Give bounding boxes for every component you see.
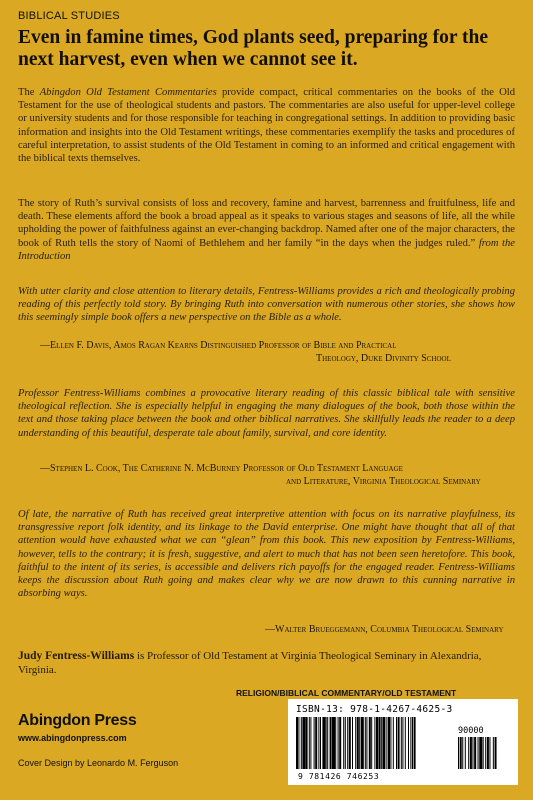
barcode-bar — [314, 717, 315, 769]
barcode-bar — [412, 717, 413, 769]
excerpt-text: The story of Ruth’s survival consists of loss and recovery, famine and harvest, barrenness and fruitfulness, life and death. These elements afford the book a broad appeal as it speaks to various stages and seasons of life, all the while upholding the power of faithfulness against an ever-changing backdrop. Named after one of the major characters, the book of Ruth tells the story of Naomi of Bethlehem and her family “in the days when the judges ruled.” — [18, 198, 515, 249]
addon-bar — [487, 737, 489, 769]
endorsement-attribution: Theology, Duke Divinity School — [316, 353, 451, 364]
price-code: 90000 — [458, 726, 484, 736]
addon-bar — [468, 737, 469, 769]
barcode-bar — [352, 717, 353, 769]
barcode-bar — [309, 717, 310, 769]
barcode-bar — [386, 717, 387, 769]
excerpt-paragraph — [18, 197, 515, 263]
barcode-bar — [357, 717, 359, 769]
barcode-bar — [332, 717, 335, 769]
addon-bar — [485, 737, 486, 769]
cover-design-credit: Cover Design by Leonardo M. Ferguson — [18, 758, 179, 768]
isbn-text: ISBN-13: 978-1-4267-4625-3 — [296, 704, 453, 715]
barcode — [288, 699, 518, 785]
endorsement-attribution: —Walter Brueggemann, Columbia Theological Seminary — [265, 624, 504, 635]
series-intro-pre: The — [18, 87, 40, 98]
addon-bar — [478, 737, 479, 769]
barcode-bar — [310, 717, 311, 769]
barcode-bar — [378, 717, 380, 769]
barcode-bar — [371, 717, 372, 769]
barcode-bar — [414, 717, 416, 769]
endorsement-attribution: —Ellen F. Davis, Amos Ragan Kearns Distinguished Professor of Bible and Practical — [40, 340, 397, 351]
excerpt-source: from the Introduction — [18, 237, 516, 262]
barcode-bar — [330, 717, 332, 769]
barcode-bar — [369, 717, 371, 769]
barcode-bar — [366, 717, 367, 769]
barcode-bar — [388, 717, 390, 769]
series-intro-post: provide compact, critical commentaries on the books of the Old Testament for the use of theological students and pastors. The commentaries are also useful for upper-level college or university students and for those responsible for teaching in congregational settings. In addition to providing basic information and insights into the Old Testament writings, these commentaries exemplify the tasks and procedures of careful interpretation, to assist students of the Old Testament in coming to an informed and critical engagement with the biblical texts themselves. — [18, 87, 515, 165]
barcode-bar — [327, 717, 328, 769]
publisher-url: www.abingdonpress.com — [18, 733, 127, 743]
barcode-bar — [396, 717, 397, 769]
barcode-bar — [322, 717, 325, 769]
addon-bar — [495, 737, 497, 769]
barcode-bar — [398, 717, 400, 769]
addon-bar — [458, 737, 459, 769]
barcode-bar — [306, 717, 308, 769]
barcode-bar — [318, 717, 319, 769]
barcode-bar — [393, 717, 394, 769]
barcode-bar — [410, 717, 411, 769]
ean-digits: 9 781426 746253 — [298, 772, 380, 781]
barcode-bar — [302, 717, 305, 769]
barcode-bar — [359, 717, 360, 769]
barcode-bar — [343, 717, 344, 769]
barcode-bars — [294, 717, 512, 773]
barcode-bar — [335, 717, 336, 769]
addon-bar — [474, 737, 476, 769]
barcode-bar — [365, 717, 366, 769]
barcode-bar — [349, 717, 351, 769]
endorsement-quote: With utter clarity and close attention to literary details, Fentress-Williams provides a rich and theologically probing reading of this perfectly told story. By bringing Ruth into conversation with numerous other stories, she shows how this seemingly simple book offers a new perspective on the Bible as a whole. — [18, 286, 515, 324]
barcode-bar — [390, 717, 391, 769]
endorsement-attribution: and Literature, Virginia Theological Seminary — [286, 476, 481, 487]
barcode-bar — [382, 717, 385, 769]
publisher-logo: Abingdon Press — [18, 712, 137, 729]
barcode-bar — [296, 717, 298, 769]
addon-bar — [460, 737, 462, 769]
endorsement-quote: Professor Fentress-Williams combines a provocative literary reading of this classic biblical tale with sensitive theological reflection. She is especially helpful in engaging the many dialogues of the book, both those within the text and those taking place between the book and other biblical narratives. She skillfully leads the reader to a deep understanding of this beautiful, desperate tale about family, survival, and core identity. — [18, 388, 515, 439]
addon-bar — [483, 737, 484, 769]
addon-bar — [479, 737, 482, 769]
addon-bar — [470, 737, 472, 769]
barcode-bar — [405, 717, 406, 769]
author-bio-text: is Professor of Old Testament at Virginia Theological Seminary in Alexandria, Virginia. — [18, 650, 482, 676]
barcode-bar — [374, 717, 375, 769]
addon-bar — [462, 737, 463, 769]
barcode-bar — [315, 717, 317, 769]
barcode-bar — [347, 717, 348, 769]
barcode-bar — [408, 717, 409, 769]
barcode-bar — [401, 717, 402, 769]
addon-bar — [493, 737, 494, 769]
barcode-bar — [345, 717, 346, 769]
barcode-bar — [320, 717, 321, 769]
addon-bar — [465, 737, 466, 769]
subject-classification: RELIGION/BIBLICAL COMMENTARY/OLD TESTAMENT — [236, 688, 457, 698]
addon-bar — [472, 737, 473, 769]
author-bio — [18, 649, 515, 677]
barcode-bar — [381, 717, 382, 769]
barcode-bar — [339, 717, 341, 769]
addon-bar — [489, 737, 490, 769]
endorsement-attribution: —Stephen L. Cook, The Catherine N. McBurney Professor of Old Testament Language — [40, 463, 403, 474]
category-label: BIBLICAL STUDIES — [18, 10, 120, 22]
barcode-bar — [402, 717, 403, 769]
barcode-bar — [326, 717, 327, 769]
barcode-bar — [298, 717, 299, 769]
author-name: Judy Fentress-Williams — [18, 650, 135, 662]
series-intro-paragraph — [18, 86, 515, 165]
barcode-bar — [361, 717, 364, 769]
headline: Even in famine times, God plants seed, preparing for the next harvest, even when we cannot see it. — [18, 27, 488, 70]
series-title: Abingdon Old Testament Commentaries — [39, 87, 217, 98]
barcode-bar — [301, 717, 302, 769]
barcode-bar — [355, 717, 356, 769]
endorsement-quote: Of late, the narrative of Ruth has received great interpretive attention with focus on its narrative playfulness, its transgressive report folk identity, and its linkage to the David enterprise. One might have thought that all of that attention would have exhausted what we can “glean” from this book. This new exposition by Fentress-Williams, however, tells to the contrary; it is fresh, suggestive, and alert to much that has not been seen heretofore. This book, faithful to the intent of its series, is accessible and delivers rich payoffs for the engaged reader. Fentress-Williams keeps the discussion about Ruth going and makes clear why we are now drawn to this cunning narrative in absorbing ways. — [18, 509, 515, 600]
barcode-bar — [338, 717, 339, 769]
barcode-bar — [376, 717, 378, 769]
